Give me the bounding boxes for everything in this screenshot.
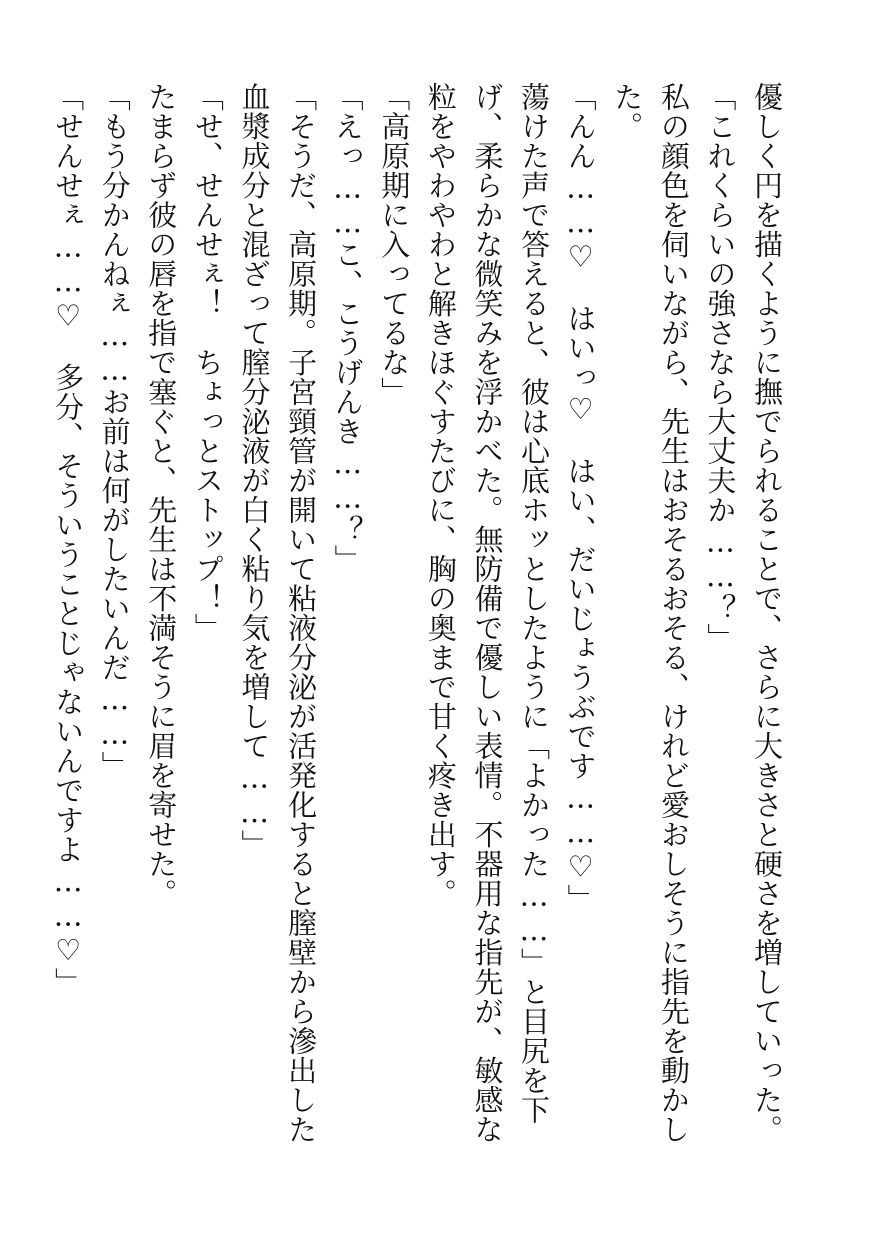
paragraph-10: たまらず彼の唇を指で塞ぐと、先生は不満そうに眉を寄せた。 [144,82,179,908]
paragraph-5: 蕩けた声で答えると、彼は心底ホッとしたように「よかった……」と目尻を下げ、柔らかな微笑みを浮かべた。無防備で優しい表情。不器用な指先が、敏感な粒をやわやわと解きほぐすたびに、胸の奥まで甘く疼き出す。 [423,82,552,1144]
paragraph-6: 「高原期に入ってるな」 [377,82,412,407]
paragraph-2: 「これくらいの強さなら大丈夫か……？」 [703,82,738,653]
paragraph-11: 「もう分かんねぇ……お前は何がしたいんだ……」 [97,82,132,781]
paragraph-8: 「そうだ、高原期。子宮頸管が開いて粘液分泌が活発化すると膣壁から滲出した血漿成分と混ざって膣分泌液が白く粘り気を増して……」 [237,82,319,1144]
vertical-text-body [51,82,790,1172]
paragraph-7: 「えっ……こ、こうげんき……？」 [330,82,365,574]
paragraph-1: 優しく円を描くように撫でられることで、さらに大きさと硬さを増していった。 [750,82,784,1144]
paragraph-4: 「んん……♡ はいっ♡ はい、だいじょうぶです……♡」 [563,82,598,914]
paragraph-3: 私の顔色を伺いながら、先生はおそるおそる、けれど愛おしそうに指先を動かした。 [610,82,691,1144]
paragraph-9: 「せ、せんせぇ！ ちょっとストップ！」 [190,82,225,643]
paragraph-12: 「せんせぇ……♡ 多分、そういうことじゃないんですよ……♡」 [51,82,86,997]
